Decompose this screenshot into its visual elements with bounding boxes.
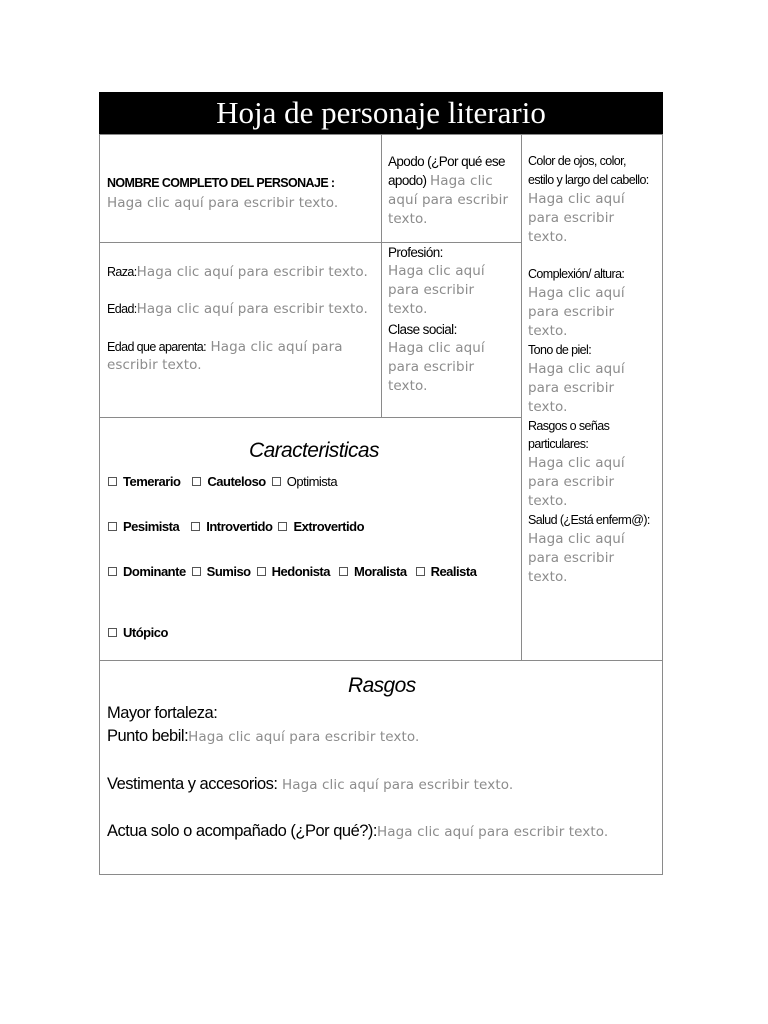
race-row	[107, 263, 368, 281]
features-title: Rasgos	[348, 674, 416, 697]
social-class-input-line2[interactable]: para escribir	[388, 359, 475, 375]
nickname-input-line3[interactable]: texto.	[388, 211, 428, 227]
checkbox-icon[interactable]	[108, 522, 117, 531]
health-input-line2[interactable]: para escribir	[528, 550, 615, 566]
nickname-cell	[381, 134, 522, 243]
marks-input-line1[interactable]: Haga clic aquí	[528, 455, 625, 471]
eyes-label-line2: estilo y largo del cabello:	[528, 173, 649, 187]
trait-introvertido[interactable]: Introvertido	[191, 519, 272, 534]
checkbox-icon[interactable]	[278, 522, 287, 531]
occupation-cell	[381, 242, 522, 418]
trait-extrovertido[interactable]: Extrovertido	[278, 519, 364, 534]
health-label: Salud (¿Está enferm@):	[528, 513, 650, 527]
sheet-title: Hoja de personaje literario	[99, 92, 663, 134]
checkbox-icon[interactable]	[192, 477, 201, 486]
social-class-label: Clase social:	[388, 322, 457, 337]
checkbox-icon[interactable]	[191, 522, 200, 531]
profession-input-line3[interactable]: texto.	[388, 301, 428, 317]
clothing-label: Vestimenta y accesorios:	[107, 775, 278, 793]
traits-row-4	[108, 625, 180, 640]
build-label: Complexión/ altura:	[528, 267, 625, 281]
marks-input-line3[interactable]: texto.	[528, 493, 568, 509]
character-sheet	[99, 92, 663, 875]
trait-dominante[interactable]: Dominante	[108, 564, 186, 579]
name-input[interactable]: Haga clic aquí para escribir texto.	[107, 195, 339, 211]
traits-cell	[99, 417, 522, 661]
name-cell	[99, 134, 382, 243]
race-label: Raza:	[107, 265, 137, 279]
health-input-line1[interactable]: Haga clic aquí	[528, 531, 625, 547]
clothing-input[interactable]: Haga clic aquí para escribir texto.	[281, 777, 514, 793]
marks-label-line1: Rasgos o señas	[528, 419, 610, 433]
weakness-label: Punto bebil:	[107, 727, 189, 745]
build-input-line3[interactable]: texto.	[528, 323, 568, 339]
trait-realista[interactable]: Realista	[416, 564, 477, 579]
eyes-input-line3[interactable]: texto.	[528, 229, 568, 245]
checkbox-icon[interactable]	[416, 567, 425, 576]
marks-label-line2: particulares:	[528, 437, 589, 451]
nickname-input-line1[interactable]: Haga clic	[430, 173, 493, 189]
company-input[interactable]: Haga clic aquí para escribir texto.	[377, 824, 609, 840]
apparent-age-input-line1[interactable]: Haga clic aquí para	[210, 339, 343, 355]
profession-label: Profesión:	[388, 245, 443, 260]
trait-hedonista[interactable]: Hedonista	[257, 564, 330, 579]
build-input-line2[interactable]: para escribir	[528, 304, 615, 320]
checkbox-icon[interactable]	[257, 567, 266, 576]
profession-input-line1[interactable]: Haga clic aquí	[388, 263, 485, 279]
features-cell	[99, 660, 663, 875]
trait-moralista[interactable]: Moralista	[339, 564, 407, 579]
checkbox-icon[interactable]	[108, 477, 117, 486]
apparent-age-row	[107, 338, 343, 356]
trait-pesimista[interactable]: Pesimista	[108, 519, 179, 534]
trait-utopico[interactable]: Utópico	[108, 625, 168, 640]
race-input[interactable]: Haga clic aquí para escribir texto.	[136, 264, 368, 280]
eyes-label-line1: Color de ojos, color,	[528, 154, 626, 168]
trait-cauteloso[interactable]: Cauteloso	[192, 474, 265, 489]
age-row	[107, 300, 368, 318]
eyes-input-line1[interactable]: Haga clic aquí	[528, 191, 625, 207]
checkbox-icon[interactable]	[108, 567, 117, 576]
traits-row-1	[108, 474, 349, 489]
traits-row-3	[108, 564, 488, 579]
profession-input-line2[interactable]: para escribir	[388, 282, 475, 298]
age-input[interactable]: Haga clic aquí para escribir texto.	[136, 301, 368, 317]
nickname-label-line1: Apodo (¿Por qué ese	[388, 154, 505, 169]
weakness-input[interactable]: Haga clic aquí para escribir texto.	[188, 729, 420, 745]
strength-label: Mayor fortaleza:	[107, 704, 218, 722]
skin-tone-input-line3[interactable]: texto.	[528, 399, 568, 415]
social-class-input-line1[interactable]: Haga clic aquí	[388, 340, 485, 356]
apparent-age-label: Edad que aparenta:	[107, 340, 207, 354]
traits-row-2	[108, 519, 376, 534]
apparent-age-input-line2[interactable]: escribir texto.	[107, 357, 202, 373]
name-label: NOMBRE COMPLETO DEL PERSONAJE :	[107, 176, 335, 190]
company-label: Actua solo o acompañado (¿Por qué?):	[107, 822, 378, 840]
clothing-row	[107, 775, 513, 794]
traits-title: Caracteristicas	[249, 439, 379, 462]
nickname-input-line2[interactable]: aquí para escribir	[388, 192, 509, 208]
physical-cell	[521, 134, 663, 661]
social-class-input-line3[interactable]: texto.	[388, 378, 428, 394]
checkbox-icon[interactable]	[339, 567, 348, 576]
checkbox-icon[interactable]	[192, 567, 201, 576]
trait-sumiso[interactable]: Sumiso	[192, 564, 251, 579]
skin-tone-input-line2[interactable]: para escribir	[528, 380, 615, 396]
skin-tone-input-line1[interactable]: Haga clic aquí	[528, 361, 625, 377]
demographics-cell	[99, 242, 382, 418]
age-label: Edad:	[107, 302, 137, 316]
eyes-input-line2[interactable]: para escribir	[528, 210, 615, 226]
trait-optimista[interactable]: Optimista	[272, 474, 337, 489]
checkbox-icon[interactable]	[272, 477, 281, 486]
build-input-line1[interactable]: Haga clic aquí	[528, 285, 625, 301]
skin-tone-label: Tono de piel:	[528, 343, 592, 357]
checkbox-icon[interactable]	[108, 628, 117, 637]
health-input-line3[interactable]: texto.	[528, 569, 568, 585]
marks-input-line2[interactable]: para escribir	[528, 474, 615, 490]
company-row	[107, 822, 608, 841]
trait-temerario[interactable]: Temerario	[108, 474, 180, 489]
nickname-label-line2: apodo)	[388, 173, 427, 188]
weakness-row	[107, 727, 419, 746]
